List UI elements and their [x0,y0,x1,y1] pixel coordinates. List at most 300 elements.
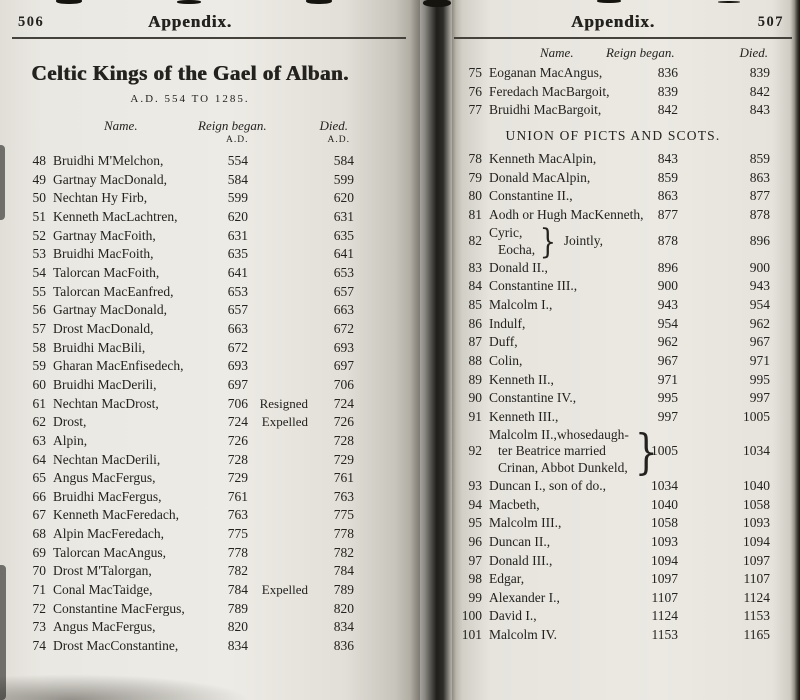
reign-year: 943 [657,296,678,312]
column-header-died-left: Died. [319,118,348,133]
reign-year: 1040 [651,496,678,512]
reign-year: 726 [227,432,248,448]
column-headers-left [26,118,354,135]
row-number: 48 [32,153,46,168]
died-year: 1040 [743,477,770,493]
reign-year: 1005 [651,443,678,459]
died-year: 1124 [743,589,770,605]
reign-year: 863 [657,188,678,204]
king-name-line: Eocha, [498,241,536,257]
king-name: Talorcan MacAngus, [53,544,167,560]
row-number: 83 [468,259,482,275]
king-row [456,187,770,206]
king-row [456,570,770,589]
reign-year: 554 [227,153,248,168]
row-number: 85 [468,296,482,312]
died-year: 877 [749,188,770,204]
king-row [26,339,354,358]
row-number: 86 [468,315,482,331]
king-name: Kenneth III., [489,408,559,424]
died-year: 1093 [743,515,770,531]
died-year: 789 [333,582,354,598]
reign-year: 782 [227,563,248,579]
died-year: 997 [749,390,770,406]
king-name: Gharan MacEnfisedech, [53,358,184,374]
king-name: Gartnay MacDonald, [53,302,167,318]
row-number: 93 [468,477,482,493]
book-gutter [410,0,456,700]
kings-table-left [26,152,354,656]
king-row [26,189,354,208]
reign-year: 728 [227,451,248,467]
row-number: 64 [32,451,46,467]
row-number: 55 [32,283,46,299]
king-name: Duff, [489,334,518,350]
died-year: 971 [749,352,770,368]
king-row [456,221,770,262]
row-number: 52 [32,227,46,243]
king-row [26,432,354,451]
king-row [26,320,354,339]
reign-year: 842 [657,102,678,118]
king-name: Edgar, [489,571,525,587]
king-row [456,169,770,188]
king-name: Gartnay MacDonald, [53,171,167,187]
king-row [456,277,770,296]
king-name: Gartnay MacFoith, [53,227,156,243]
king-name: Constantine III., [489,278,578,294]
died-year: 599 [333,171,354,187]
row-number: 92 [468,443,482,459]
king-name: Kenneth MacAlpin, [489,150,597,166]
reign-year: 1107 [651,589,678,605]
reign-year: 789 [227,600,248,616]
scan-artifact-left-mark-low [0,565,6,700]
king-row [456,150,770,169]
reign-year: 697 [227,376,248,392]
died-year: 706 [333,376,354,392]
king-row [26,152,354,171]
died-year: 1005 [743,408,770,424]
died-year: 726 [333,414,354,430]
died-year: 1165 [743,627,770,643]
king-name: Donald MacAlpin, [489,169,591,185]
reign-year: 836 [657,65,678,80]
scan-artifact-right-edge [791,0,800,700]
kings-table-lower [456,150,770,645]
row-number: 63 [32,432,46,448]
reign-year: 1153 [651,627,678,643]
running-head-left: Appendix. [147,12,233,31]
row-number: 75 [468,65,482,80]
king-row [456,389,770,408]
king-row [26,451,354,470]
king-row [456,64,770,83]
king-row [26,395,354,414]
king-name-line: Cyric, [489,224,523,240]
reign-year: 693 [227,358,248,374]
king-name: Bruidhi M'Melchon, [53,153,164,168]
row-number: 79 [468,169,482,185]
died-year: 657 [333,283,354,299]
ad-label-died: A.D. [327,135,350,145]
king-name: Duncan I., son of do., [489,477,606,493]
king-row [456,533,770,552]
row-number: 97 [468,552,482,568]
died-year: 839 [749,65,770,80]
king-row [26,208,354,227]
died-year: 663 [333,302,354,318]
king-row [26,469,354,488]
reign-year: 1094 [651,552,678,568]
reign-year: 1058 [651,515,678,531]
reign-year: 967 [657,352,678,368]
king-name: Alexander I., [489,589,560,605]
row-number: 78 [468,150,482,166]
died-year: 1153 [743,608,770,624]
king-name: Drost M'Talorgan, [53,563,152,579]
row-number: 70 [32,563,46,579]
page-number-right: 507 [757,14,784,30]
king-name: Colin, [489,352,523,368]
king-name: Constantine II., [489,188,573,204]
row-number: 68 [32,526,46,542]
column-header-died-right: Died. [739,45,768,60]
king-row [26,581,354,600]
king-name: Drost MacDonald, [53,320,154,336]
reign-year: 778 [227,544,248,560]
king-row [26,413,354,432]
king-name [482,221,632,262]
king-name: Talorcan MacEanfred, [53,283,174,299]
died-year: 995 [749,371,770,387]
died-year: 954 [749,296,770,312]
page-number-left: 506 [18,14,45,30]
row-number: 61 [32,395,46,411]
died-year: 778 [333,526,354,542]
row-number: 69 [32,544,46,560]
king-name: Indulf, [489,315,526,331]
header-rule-right [454,37,792,39]
scan-artifact-corner-shadow [0,674,250,700]
reign-year: 962 [657,334,678,350]
reign-year: 839 [657,83,678,99]
reign-year: 761 [227,488,248,504]
king-row [26,618,354,637]
row-number: 67 [32,507,46,523]
king-name: Nechtan Hy Firb, [53,190,148,206]
reign-year: 635 [227,246,248,262]
king-name: Nechtan MacDerili, [53,451,161,467]
row-number: 66 [32,488,46,504]
row-number: 82 [468,233,482,249]
header-rule-left [12,37,406,39]
reign-year: 657 [227,302,248,318]
row-number: 87 [468,334,482,350]
died-year: 641 [333,246,354,262]
died-year: 943 [749,278,770,294]
king-name: Nechtan MacDrost, [53,395,159,411]
row-number: 88 [468,352,482,368]
king-row [26,245,354,264]
scan-artifact-left-mark [0,145,5,220]
king-row [26,283,354,302]
king-name: Talorcan MacFoith, [53,264,160,280]
died-year: 775 [333,507,354,523]
died-year: 843 [749,102,770,118]
union-heading: UNION OF PICTS AND SCOTS. [505,127,721,143]
king-name: David I., [489,608,537,624]
column-headers-right [456,45,770,62]
king-row [26,171,354,190]
row-number: 101 [461,627,482,643]
reign-year: 729 [227,470,248,486]
king-name-lines [489,225,535,259]
reign-year: 706 [227,395,248,411]
died-year: 584 [333,153,354,168]
king-name: Bruidhi MacBargoit, [489,102,602,118]
died-year: 896 [749,233,770,249]
reign-year: 997 [657,408,678,424]
row-number: 95 [468,515,482,531]
king-row [456,607,770,626]
king-row [26,525,354,544]
row-number: 58 [32,339,46,355]
row-number: 59 [32,358,46,374]
row-number: 91 [468,408,482,424]
row-number: 81 [468,206,482,222]
king-row [26,488,354,507]
king-row [456,514,770,533]
died-year: 820 [333,600,354,616]
king-row [26,506,354,525]
king-row [456,296,770,315]
row-number: 99 [468,589,482,605]
row-number: 56 [32,302,46,318]
king-row [456,206,770,225]
row-number: 74 [32,638,46,654]
row-number: 71 [32,582,46,598]
died-year: 631 [333,208,354,224]
row-number: 65 [32,470,46,486]
king-name: Bruidhi MacBili, [53,339,146,355]
row-number: 80 [468,188,482,204]
reign-note: Expelled [261,582,308,598]
died-year: 878 [749,206,770,222]
king-name-line: Malcolm II.,whosedaugh- [489,426,629,442]
died-year: 729 [333,451,354,467]
king-name: Donald III., [489,552,553,568]
died-year: 834 [333,619,354,635]
died-year: 900 [749,259,770,275]
died-year: 620 [333,190,354,206]
reign-year: 653 [227,283,248,299]
section-title: Celtic Kings of the Gael of Alban. [31,61,349,85]
reign-year: 641 [227,264,248,280]
reign-year: 599 [227,190,248,206]
king-name: Malcolm I., [489,296,553,312]
reign-year: 859 [657,169,678,185]
king-row [456,408,770,427]
died-year: 728 [333,432,354,448]
king-name-line: Crinan, Abbot Dunkeld, [498,460,628,476]
king-row [26,357,354,376]
died-year: 635 [333,227,354,243]
king-name: Bruidhi MacDerili, [53,376,157,392]
row-number: 49 [32,171,46,187]
died-year: 672 [333,320,354,336]
reign-year: 834 [227,638,248,654]
page-header-left [18,12,354,36]
row-number: 57 [32,320,46,336]
reign-note: Expelled [261,414,308,430]
king-row [456,496,770,515]
row-number: 96 [468,533,482,549]
column-header-reign-left: Reign began. [198,118,267,133]
king-name: Feredach MacBargoit, [489,83,610,99]
king-row [456,315,770,334]
row-number: 73 [32,619,46,635]
king-name-multiline [489,221,632,262]
reign-year: 763 [227,507,248,523]
king-row [456,552,770,571]
king-row [456,423,770,480]
ad-label-row [26,135,354,150]
reign-year: 877 [657,206,678,222]
brace-glyph: } [539,221,557,262]
row-number: 60 [32,376,46,392]
running-head-right: Appendix. [570,12,656,31]
died-year: 1107 [743,571,770,587]
row-number: 98 [468,571,482,587]
reign-year: 1034 [651,477,678,493]
died-year: 1034 [743,443,770,459]
king-name: Conal MacTaidge, [53,582,153,598]
row-number: 89 [468,371,482,387]
column-header-name-right: Name. [540,45,574,60]
died-year: 697 [333,358,354,374]
reign-year: 584 [227,171,248,187]
king-name: Constantine IV., [489,390,577,406]
row-number: 84 [468,278,482,294]
died-year: 967 [749,334,770,350]
king-name: Duncan II., [489,533,551,549]
reign-year: 896 [657,259,678,275]
reign-year: 1124 [651,608,678,624]
king-name: Malcolm IV. [489,627,557,643]
king-name: Eoganan MacAngus, [489,65,603,80]
reign-year: 1093 [651,533,678,549]
brace-glyph: } [634,423,658,480]
king-name: Drost MacConstantine, [53,638,179,654]
king-row [26,600,354,619]
king-name: Macbeth, [489,496,540,512]
row-number: 77 [468,102,482,118]
died-year: 962 [749,315,770,331]
died-year: 693 [333,339,354,355]
king-row [26,637,354,656]
row-number: 54 [32,264,46,280]
king-name: Constantine MacFergus, [53,600,185,616]
reign-note: Resigned [259,395,308,411]
king-row [456,333,770,352]
kings-table-upper [456,64,770,120]
died-year: 842 [749,83,770,99]
died-year: 1094 [743,533,770,549]
column-header-name-left: Name. [104,118,138,133]
reign-year: 995 [657,390,678,406]
reign-year: 1097 [651,571,678,587]
reign-year: 971 [657,371,678,387]
died-year: 653 [333,264,354,280]
died-year: 724 [333,395,354,411]
king-row [26,376,354,395]
reign-year: 820 [227,619,248,635]
died-year: 763 [333,488,354,504]
reign-year: 663 [227,320,248,336]
king-row [456,589,770,608]
king-row [26,264,354,283]
died-year: 784 [333,563,354,579]
king-name: Bruidhi MacFoith, [53,246,154,262]
king-name: Angus MacFergus, [53,470,156,486]
reign-year: 878 [657,233,678,249]
king-name: Alpin, [53,432,88,448]
reign-year: 631 [227,227,248,243]
row-number: 62 [32,414,46,430]
reign-year: 900 [657,278,678,294]
reign-year: 672 [227,339,248,355]
died-year: 761 [333,470,354,486]
page-507 [452,0,800,700]
king-name: Kenneth MacFeredach, [53,507,179,523]
died-year: 1058 [743,496,770,512]
king-name: Drost, [53,414,87,430]
king-name-lines [489,427,629,477]
king-row [456,83,770,102]
king-row [456,371,770,390]
row-number: 94 [468,496,482,512]
row-number: 53 [32,246,46,262]
died-year: 836 [333,638,354,654]
king-name-line: ter Beatrice married [498,443,606,459]
ad-label-reign: A.D. [226,135,249,145]
king-name: Aodh or Hugh MacKenneth, [489,206,644,222]
king-row [26,301,354,320]
column-header-reign-right: Reign began. [606,45,675,60]
row-number: 72 [32,600,46,616]
king-row [456,477,770,496]
king-row [26,562,354,581]
king-row [26,544,354,563]
row-number: 76 [468,83,482,99]
died-year: 863 [749,169,770,185]
page-header-right [456,12,784,36]
reign-year: 724 [227,414,248,430]
row-number: 51 [32,208,46,224]
king-name: Angus MacFergus, [53,619,156,635]
king-name: Donald II., [489,259,548,275]
reign-year: 620 [227,208,248,224]
king-row [456,352,770,371]
row-number: 90 [468,390,482,406]
king-name-multiline [489,423,658,480]
reign-year: 843 [657,150,678,166]
king-row [456,259,770,278]
king-name: Kenneth II., [489,371,554,387]
died-year: 1097 [743,552,770,568]
section-subtitle: A.D. 554 TO 1285. [130,93,250,105]
